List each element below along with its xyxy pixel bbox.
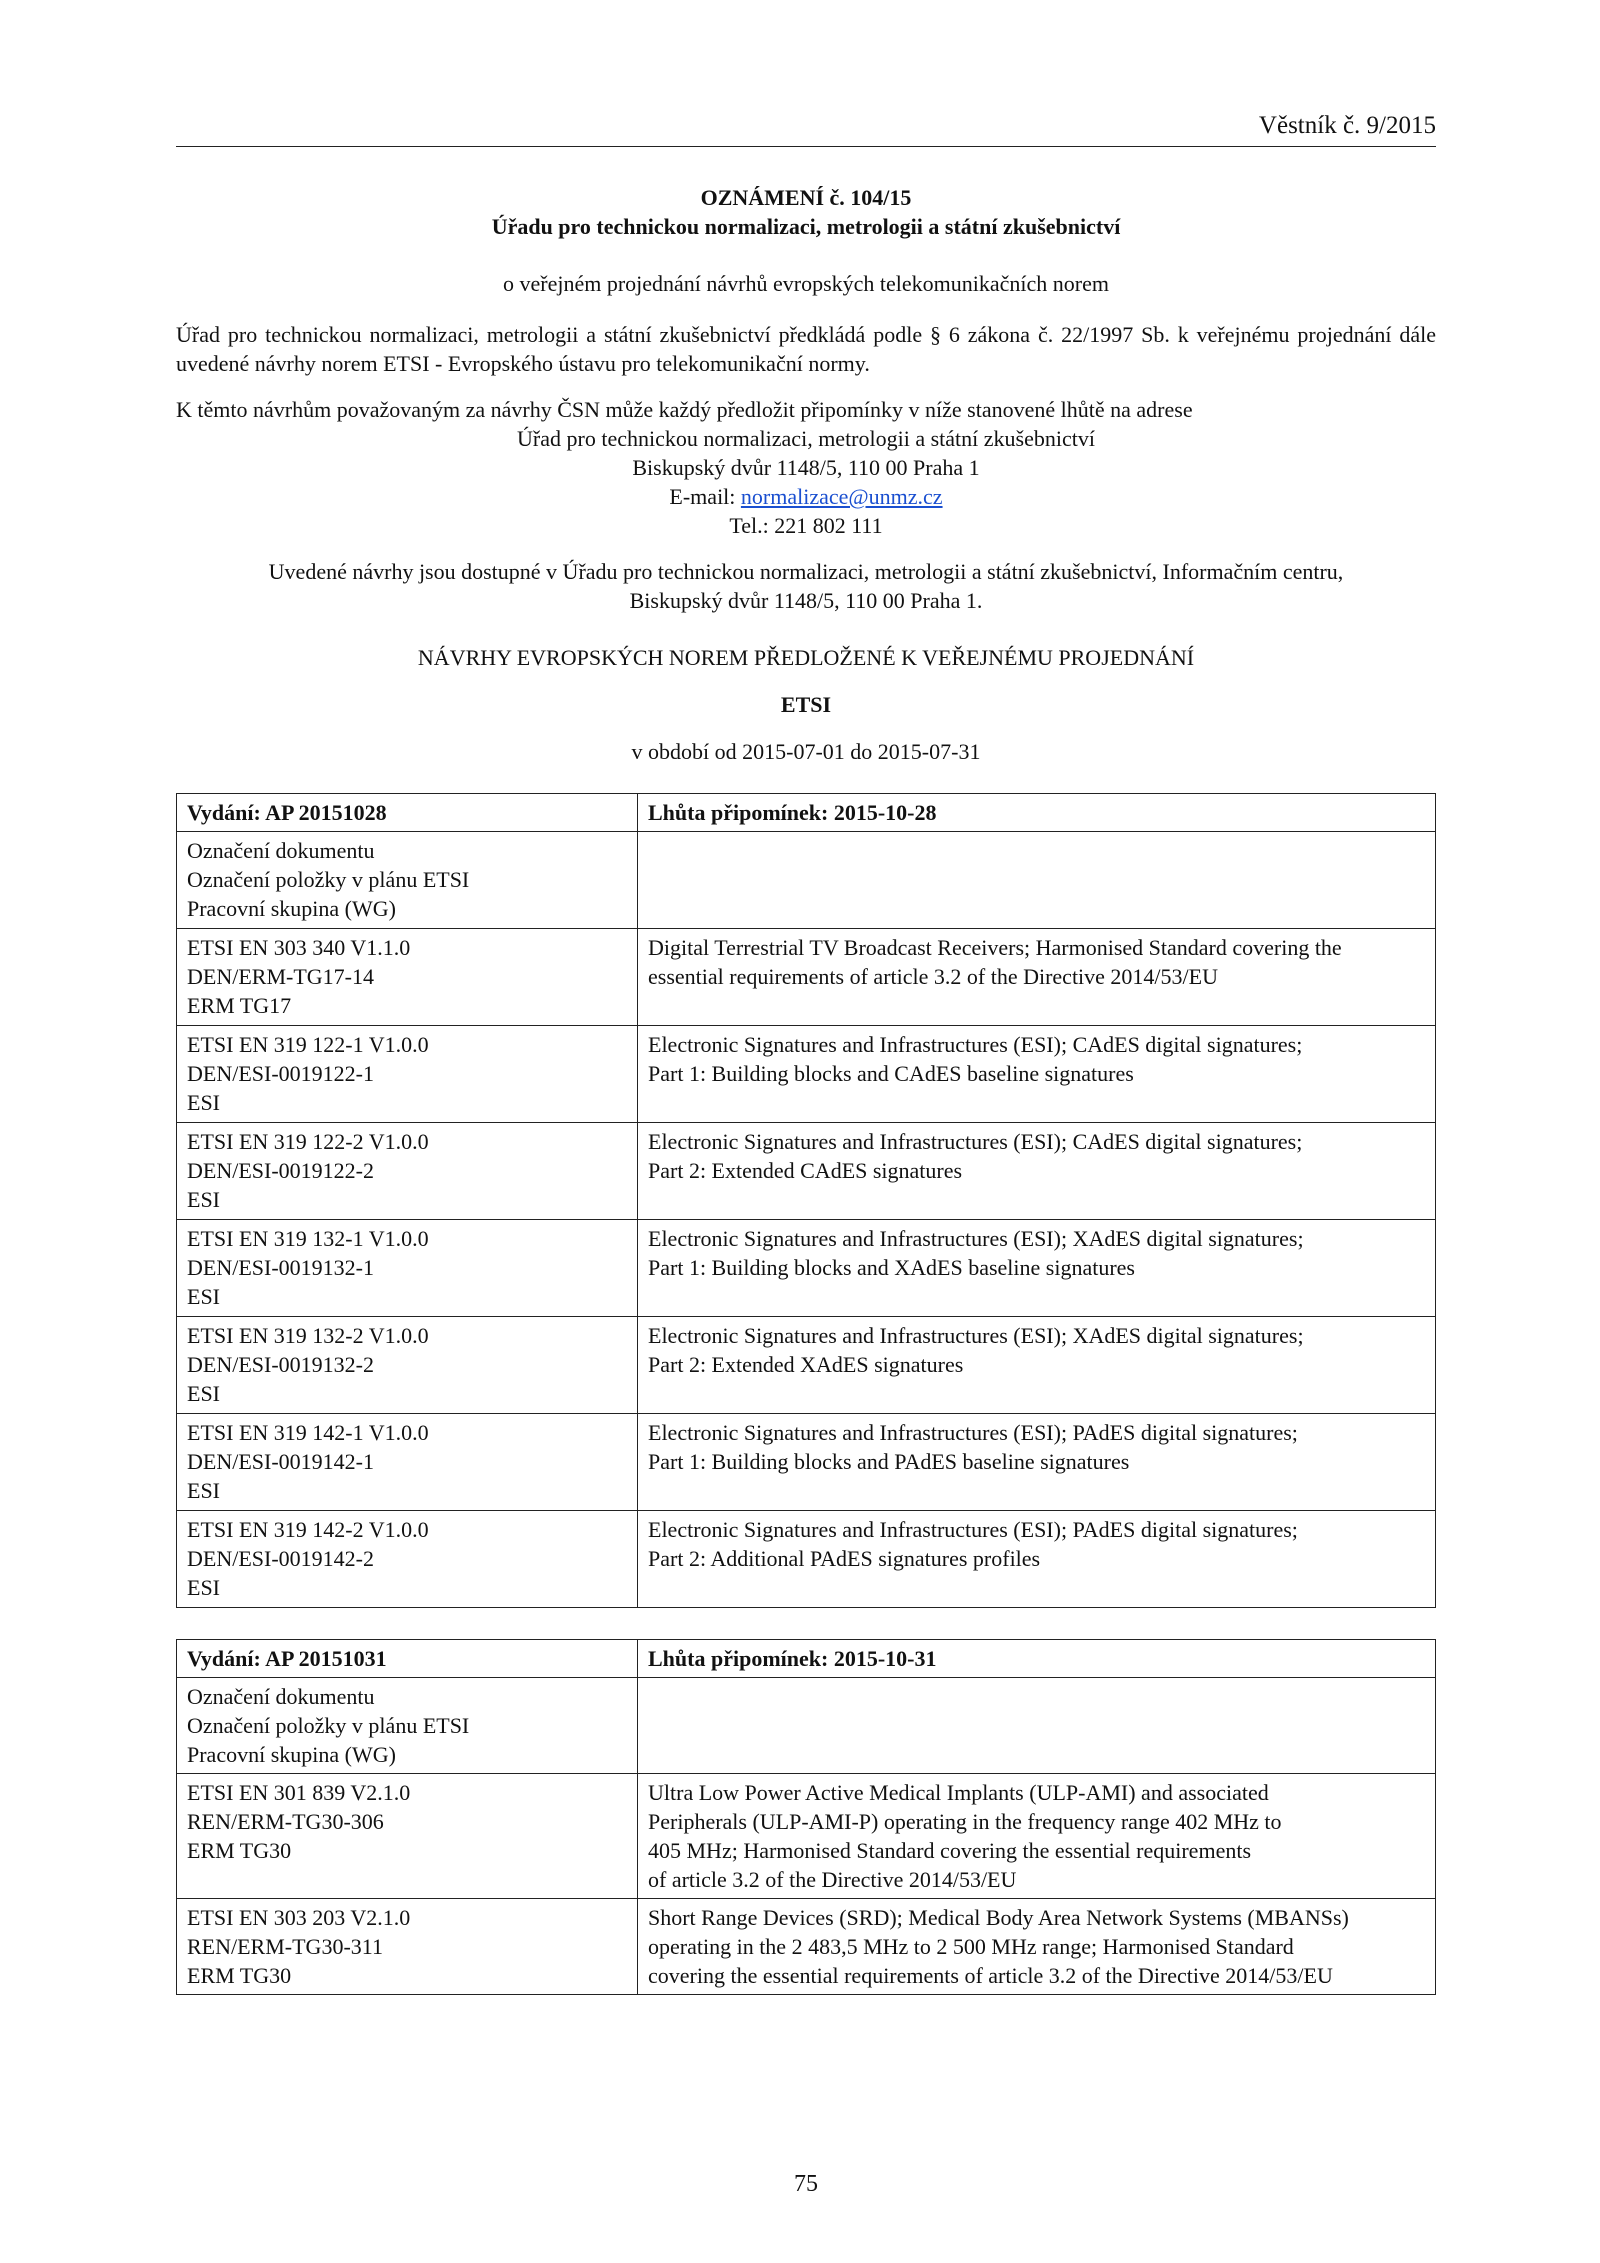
working-group: ESI — [187, 1478, 220, 1503]
working-group: ERM TG17 — [187, 993, 292, 1018]
document-id: ETSI EN 319 132-2 V1.0.0 — [187, 1323, 429, 1348]
title-line: Electronic Signatures and Infrastructures (ESI); CAdES digital signatures; — [648, 1032, 1303, 1057]
title-line: Electronic Signatures and Infrastructures (ESI); PAdES digital signatures; — [648, 1517, 1298, 1542]
title-line: Electronic Signatures and Infrastructures (ESI); CAdES digital signatures; — [648, 1129, 1303, 1154]
intro-paragraph: Úřad pro technickou normalizaci, metrologii a státní zkušebnictví předkládá podle § 6 zákona č. 22/1997 Sb. k veřejnému projednání dále uvedené návrhy norem ETSI - Evropského ústavu pro telekomunikační normy. — [176, 322, 1436, 376]
document-ids-cell — [177, 1414, 638, 1511]
document-id: ETSI EN 319 142-2 V1.0.0 — [187, 1517, 429, 1542]
drafts-table-2 — [176, 1639, 1436, 1995]
work-item-id: DEN/ESI-0019132-1 — [187, 1255, 374, 1280]
work-item-id: DEN/ESI-0019142-2 — [187, 1546, 374, 1571]
title-line: of article 3.2 of the Directive 2014/53/EU — [648, 1867, 1017, 1892]
issue-cell: Vydání: AP 20151031 — [177, 1640, 638, 1678]
work-item-id: DEN/ESI-0019122-2 — [187, 1158, 374, 1183]
document-ids-cell — [177, 1220, 638, 1317]
title-line: Electronic Signatures and Infrastructures (ESI); XAdES digital signatures; — [648, 1226, 1304, 1251]
document-title-cell — [638, 1220, 1436, 1317]
availability-block — [176, 557, 1436, 615]
document-id: ETSI EN 301 839 V2.1.0 — [187, 1780, 411, 1805]
work-item-id: DEN/ERM-TG17-14 — [187, 964, 374, 989]
title-line: operating in the 2 483,5 MHz to 2 500 MHz range; Harmonised Standard — [648, 1934, 1294, 1959]
work-item-id: DEN/ESI-0019132-2 — [187, 1352, 374, 1377]
document-title-cell — [638, 1511, 1436, 1608]
email-label: E-mail: — [669, 484, 741, 509]
title-line: Digital Terrestrial TV Broadcast Receivers; Harmonised Standard covering the — [648, 935, 1342, 960]
title-line: 405 MHz; Harmonised Standard covering the essential requirements — [648, 1838, 1252, 1863]
document-ids-cell — [177, 1123, 638, 1220]
table-row — [177, 1511, 1436, 1608]
document-title-cell — [638, 1123, 1436, 1220]
work-item-id: DEN/ESI-0019122-1 — [187, 1061, 374, 1086]
journal-header: Věstník č. 9/2015 — [1258, 112, 1436, 139]
document-id: ETSI EN 319 142-1 V1.0.0 — [187, 1420, 429, 1445]
document-ids-cell — [177, 1899, 638, 1995]
deadline-cell: Lhůta připomínek: 2015-10-28 — [638, 794, 1436, 832]
work-item-id: DEN/ESI-0019142-1 — [187, 1449, 374, 1474]
working-group: ESI — [187, 1284, 220, 1309]
column-label-row — [177, 1678, 1436, 1774]
table-row — [177, 929, 1436, 1026]
label-document: Označení dokumentu — [187, 1684, 375, 1709]
comments-paragraph: K těmto návrhům považovaným za návrhy ČSN může každý předložit připomínky v níže stanovené lhůtě na adrese — [176, 397, 1193, 422]
table-row — [177, 1123, 1436, 1220]
document-id: ETSI EN 319 122-1 V1.0.0 — [187, 1032, 429, 1057]
document-ids-cell — [177, 1774, 638, 1899]
working-group: ESI — [187, 1381, 220, 1406]
email-link[interactable]: normalizace@unmz.cz — [740, 484, 943, 509]
empty-cell — [638, 1678, 1436, 1774]
document-id: ETSI EN 303 340 V1.1.0 — [187, 935, 411, 960]
table-row — [177, 1774, 1436, 1899]
title-line: covering the essential requirements of article 3.2 of the Directive 2014/53/EU — [648, 1963, 1333, 1988]
table-row — [177, 1317, 1436, 1414]
list-heading: NÁVRHY EVROPSKÝCH NOREM PŘEDLOŽENÉ K VEŘEJNÉMU PROJEDNÁNÍ — [417, 645, 1195, 670]
header-rule — [176, 146, 1436, 147]
document-title-cell — [638, 929, 1436, 1026]
title-line: Part 2: Additional PAdES signatures profiles — [648, 1546, 1041, 1571]
document-ids-cell — [177, 929, 638, 1026]
document-content — [176, 183, 1436, 1995]
title-line: Part 2: Extended XAdES signatures — [648, 1352, 964, 1377]
title-line: Electronic Signatures and Infrastructures (ESI); PAdES digital signatures; — [648, 1420, 1298, 1445]
label-working-group: Pracovní skupina (WG) — [187, 896, 396, 921]
working-group: ERM TG30 — [187, 1963, 292, 1988]
phone-line: Tel.: 221 802 111 — [729, 513, 883, 538]
label-document: Označení dokumentu — [187, 838, 375, 863]
title-line: Electronic Signatures and Infrastructures (ESI); XAdES digital signatures; — [648, 1323, 1304, 1348]
document-id: ETSI EN 303 203 V2.1.0 — [187, 1905, 411, 1930]
document-id: ETSI EN 319 122-2 V1.0.0 — [187, 1129, 429, 1154]
document-title-cell — [638, 1774, 1436, 1899]
working-group: ERM TG30 — [187, 1838, 292, 1863]
work-item-id: REN/ERM-TG30-311 — [187, 1934, 383, 1959]
document-ids-cell — [177, 1317, 638, 1414]
organization-name: ETSI — [780, 692, 832, 717]
document-title-cell — [638, 1317, 1436, 1414]
document-ids-cell — [177, 1026, 638, 1123]
availability-line-2: Biskupský dvůr 1148/5, 110 00 Praha 1. — [629, 588, 983, 613]
title-line: Part 1: Building blocks and XAdES baseline signatures — [648, 1255, 1135, 1280]
title-line: Ultra Low Power Active Medical Implants (ULP-AMI) and associated — [648, 1780, 1269, 1805]
page-number: 75 — [794, 2171, 818, 2197]
deadline-cell: Lhůta připomínek: 2015-10-31 — [638, 1640, 1436, 1678]
document-title-cell — [638, 1899, 1436, 1995]
document-ids-cell — [177, 1511, 638, 1608]
address-street: Biskupský dvůr 1148/5, 110 00 Praha 1 — [632, 455, 980, 480]
email-line — [176, 482, 1436, 511]
address-office: Úřad pro technickou normalizaci, metrologii a státní zkušebnictví — [517, 426, 1095, 451]
title-line: Part 1: Building blocks and CAdES baseline signatures — [648, 1061, 1134, 1086]
column-label-row — [177, 832, 1436, 929]
document-title-cell — [638, 1026, 1436, 1123]
label-working-group: Pracovní skupina (WG) — [187, 1742, 396, 1767]
title-line: Part 2: Extended CAdES signatures — [648, 1158, 963, 1183]
table-row — [177, 1220, 1436, 1317]
title-block — [176, 183, 1436, 241]
empty-cell — [638, 832, 1436, 929]
title-line: Short Range Devices (SRD); Medical Body Area Network Systems (MBANSs) — [648, 1905, 1349, 1930]
issuing-office: Úřadu pro technickou normalizaci, metrologii a státní zkušebnictví — [491, 214, 1121, 239]
title-line: Part 1: Building blocks and PAdES baseline signatures — [648, 1449, 1130, 1474]
table-row — [177, 1899, 1436, 1995]
announcement-number: OZNÁMENÍ č. 104/15 — [700, 185, 912, 210]
issue-cell: Vydání: AP 20151028 — [177, 794, 638, 832]
announcement-subject: o veřejném projednání návrhů evropských telekomunikačních norem — [502, 271, 1110, 296]
working-group: ESI — [187, 1187, 220, 1212]
availability-line-1: Uvedené návrhy jsou dostupné v Úřadu pro technickou normalizaci, metrologii a státní zkušebnictví, Informačním centru, — [268, 559, 1344, 584]
working-group: ESI — [187, 1090, 220, 1115]
label-item: Označení položky v plánu ETSI — [187, 867, 470, 892]
address-block — [176, 424, 1436, 540]
table-row — [177, 1026, 1436, 1123]
work-item-id: REN/ERM-TG30-306 — [187, 1809, 384, 1834]
working-group: ESI — [187, 1575, 220, 1600]
period-line: v období od 2015-07-01 do 2015-07-31 — [631, 739, 981, 764]
table-row — [177, 1414, 1436, 1511]
column-labels-cell — [177, 1678, 638, 1774]
table-header-row — [177, 1640, 1436, 1678]
table-header-row — [177, 794, 1436, 832]
document-id: ETSI EN 319 132-1 V1.0.0 — [187, 1226, 429, 1251]
title-line: Peripherals (ULP-AMI-P) operating in the frequency range 402 MHz to — [648, 1809, 1282, 1834]
label-item: Označení položky v plánu ETSI — [187, 1713, 470, 1738]
title-line: essential requirements of article 3.2 of the Directive 2014/53/EU — [648, 964, 1218, 989]
column-labels-cell — [177, 832, 638, 929]
drafts-table-1 — [176, 793, 1436, 1608]
document-title-cell — [638, 1414, 1436, 1511]
